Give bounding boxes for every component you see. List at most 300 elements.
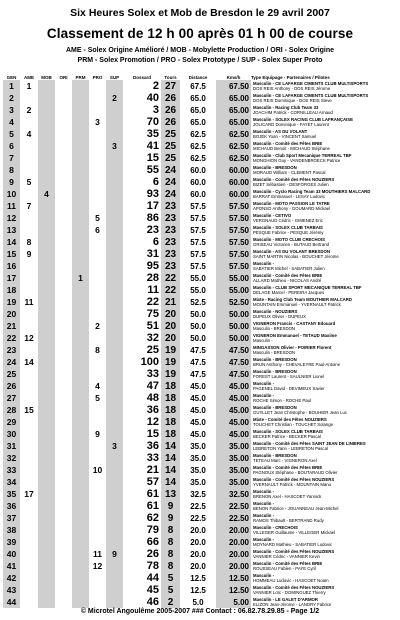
page-subtitle: Classement de 12 h 00 après 01 h 00 de course xyxy=(46,26,354,41)
cell-pro xyxy=(89,584,106,596)
cell-dossard: 48 xyxy=(146,392,159,404)
cell-distance: 35.0 xyxy=(190,465,206,475)
cell-tours: 22 xyxy=(161,272,180,284)
cell-gen: 5 xyxy=(3,128,20,140)
cell-ame xyxy=(20,260,38,272)
cell-ame xyxy=(20,536,38,548)
cell-prm xyxy=(72,380,89,392)
cell-ame: 17 xyxy=(24,489,34,499)
table-row xyxy=(3,356,397,368)
cell-pro: 2 xyxy=(95,321,100,331)
cell-tours: 14 xyxy=(161,464,180,476)
cell-team-pilots xyxy=(251,428,397,440)
cell-kmh: 55.00 xyxy=(216,284,251,296)
cell-pro xyxy=(89,188,106,200)
cell-dossard: 95 xyxy=(146,260,159,272)
cell-ori xyxy=(55,368,72,380)
cell-dossard: 40 xyxy=(146,92,159,104)
team-line: Masculin - xyxy=(253,536,275,542)
cell-ori xyxy=(55,560,72,572)
table-row xyxy=(3,572,397,584)
cell-gen: 42 xyxy=(3,572,20,584)
cell-mob xyxy=(38,512,55,524)
cell-sup xyxy=(106,596,123,608)
cell-mob xyxy=(38,332,55,344)
pilots-line: ELIZON Jean-Jérome - LANDRY Fabrice xyxy=(253,602,332,607)
cell-team-pilots xyxy=(251,272,397,284)
cell-mob xyxy=(38,524,55,536)
cell-sup xyxy=(106,404,123,416)
cell-prm xyxy=(72,80,89,92)
cell-ori xyxy=(55,392,72,404)
cell-mob xyxy=(38,596,55,608)
table-row xyxy=(3,512,397,524)
table-row xyxy=(3,92,397,104)
cell-mob xyxy=(38,200,55,212)
cell-mob xyxy=(38,308,55,320)
cell-team-pilots xyxy=(251,92,397,104)
cell-ame xyxy=(20,548,38,560)
cell-team-pilots xyxy=(251,548,397,560)
cell-team-pilots xyxy=(251,152,397,164)
cell-kmh: 55.00 xyxy=(216,272,251,284)
pilots-line: Masculin - BRESDON xyxy=(253,326,296,331)
cell-prm xyxy=(72,116,89,128)
column-header: MOB xyxy=(41,75,52,80)
cell-tours: 2 xyxy=(161,596,180,608)
cell-team-pilots xyxy=(251,344,397,356)
cell-tours: 23 xyxy=(161,200,180,212)
category-legend-line-1: AME - Solex Origine Amélioré / MOB - Mobylette Production / ORI - Solex Origine xyxy=(65,47,335,54)
cell-ame xyxy=(20,596,38,608)
cell-mob xyxy=(38,104,55,116)
cell-ori xyxy=(55,380,72,392)
cell-ori xyxy=(55,524,72,536)
cell-distance: 20.0 xyxy=(190,549,206,559)
team-line: Masculin - BRESDON xyxy=(253,356,297,362)
cell-dossard: 15 xyxy=(146,152,159,164)
cell-dossard: 75 xyxy=(146,308,159,320)
team-line: Masculin - Comité des Fêtes NOUZIERS xyxy=(253,584,335,590)
cell-prm xyxy=(72,464,89,476)
table-row xyxy=(3,344,397,356)
cell-gen: 6 xyxy=(3,140,20,152)
cell-distance: 50.0 xyxy=(190,321,206,331)
cell-kmh: 35.00 xyxy=(216,464,251,476)
cell-kmh: 65.00 xyxy=(216,104,251,116)
cell-gen: 19 xyxy=(3,296,20,308)
cell-tours: 24 xyxy=(161,164,180,176)
cell-distance: 60.0 xyxy=(190,189,206,199)
pilots-line: BOJEK Yoan - VINCENT Samuel xyxy=(253,134,317,139)
cell-ame xyxy=(20,440,38,452)
pilots-line: MOUNTAIN Emmanuel - YVERNAULT Patrick xyxy=(253,302,341,307)
cell-sup xyxy=(106,572,123,584)
cell-ame: 14 xyxy=(24,357,34,367)
cell-kmh: 62.50 xyxy=(216,140,251,152)
table-row xyxy=(3,560,397,572)
column-header: SUP xyxy=(109,75,120,80)
cell-gen: 15 xyxy=(3,248,20,260)
cell-kmh: 57.50 xyxy=(216,212,251,224)
cell-ori xyxy=(55,428,72,440)
cell-distance: 47.5 xyxy=(190,357,206,367)
cell-tours: 26 xyxy=(161,104,180,116)
cell-kmh: 57.50 xyxy=(216,260,251,272)
pilots-line: ROCHE Simon - ROCHE Paul xyxy=(253,398,312,403)
cell-team-pilots xyxy=(251,572,397,584)
table-row xyxy=(3,308,397,320)
cell-ame xyxy=(20,572,38,584)
cell-distance: 65.0 xyxy=(190,93,206,103)
table-row xyxy=(3,416,397,428)
cell-kmh: 50.00 xyxy=(216,332,251,344)
cell-sup xyxy=(106,392,123,404)
cell-gen: 16 xyxy=(3,260,20,272)
cell-dossard: 26 xyxy=(146,548,159,560)
cell-kmh: 20.00 xyxy=(216,548,251,560)
cell-mob xyxy=(38,80,55,92)
cell-team-pilots xyxy=(251,260,397,272)
table-row xyxy=(3,524,397,536)
column-header: PRO xyxy=(92,75,103,80)
cell-ori xyxy=(55,416,72,428)
cell-distance: 62.5 xyxy=(190,129,206,139)
team-line: Masculin - LE GALET D'ARMOR xyxy=(253,596,318,602)
cell-tours: 14 xyxy=(161,476,180,488)
results-table xyxy=(3,68,397,608)
cell-mob xyxy=(38,584,55,596)
cell-ame xyxy=(20,452,38,464)
cell-sup: 2 xyxy=(106,92,123,104)
cell-mob xyxy=(38,284,55,296)
cell-ori xyxy=(55,512,72,524)
cell-pro xyxy=(89,536,106,548)
cell-team-pilots xyxy=(251,392,397,404)
cell-tours: 23 xyxy=(161,260,180,272)
table-row xyxy=(3,428,397,440)
cell-gen: 9 xyxy=(3,176,20,188)
cell-ori xyxy=(55,452,72,464)
cell-kmh: 57.50 xyxy=(216,236,251,248)
cell-ame xyxy=(20,524,38,536)
cell-dossard: 6 xyxy=(152,176,159,188)
cell-mob xyxy=(38,440,55,452)
cell-mob xyxy=(38,572,55,584)
cell-distance: 62.5 xyxy=(190,141,206,151)
cell-pro xyxy=(89,284,106,296)
cell-ame xyxy=(20,512,38,524)
cell-prm xyxy=(72,572,89,584)
team-line: Masculin - AS DU VOLANT xyxy=(253,128,308,134)
cell-ori xyxy=(55,284,72,296)
cell-pro: 5 xyxy=(95,393,100,403)
cell-ame xyxy=(20,428,38,440)
cell-pro xyxy=(89,236,106,248)
cell-gen: 14 xyxy=(3,236,20,248)
cell-kmh: 50.00 xyxy=(216,308,251,320)
table-row xyxy=(3,368,397,380)
pilots-line: HOMMEAU Ludovic - HASCOET Noam xyxy=(253,578,329,583)
cell-pro xyxy=(89,404,106,416)
cell-ame xyxy=(20,584,38,596)
cell-prm xyxy=(72,200,89,212)
cell-ori xyxy=(55,212,72,224)
cell-distance: 55.0 xyxy=(190,273,206,283)
team-line: Mixte - Racing Club Team MOUTHIER MALCARD xyxy=(253,296,352,302)
cell-team-pilots xyxy=(251,476,397,488)
cell-gen: 33 xyxy=(3,464,20,476)
cell-dossard: 36 xyxy=(146,440,159,452)
cell-prm xyxy=(72,188,89,200)
cell-gen: 26 xyxy=(3,380,20,392)
column-header: AME xyxy=(24,75,34,80)
cell-team-pilots xyxy=(251,320,397,332)
pilots-line: PESQUE Fabrice - PESQUE Jérémy xyxy=(253,230,324,235)
cell-tours: 19 xyxy=(161,356,180,368)
cell-mob xyxy=(38,392,55,404)
cell-team-pilots xyxy=(251,212,397,224)
cell-sup xyxy=(106,116,123,128)
cell-gen: 23 xyxy=(3,344,20,356)
cell-prm xyxy=(72,164,89,176)
cell-pro xyxy=(89,248,106,260)
cell-dossard: 57 xyxy=(146,476,159,488)
cell-pro xyxy=(89,356,106,368)
cell-tours: 25 xyxy=(161,152,180,164)
cell-sup xyxy=(106,308,123,320)
cell-ori xyxy=(55,308,72,320)
cell-distance: 65.0 xyxy=(190,117,206,127)
cell-sup xyxy=(106,272,123,284)
cell-team-pilots xyxy=(251,380,397,392)
cell-sup: 9 xyxy=(106,548,123,560)
cell-tours: 23 xyxy=(161,212,180,224)
pilots-line: MORAUD William - CLEMENT Pascal xyxy=(253,170,326,175)
page-footer: © Microtel Angoulême 2005-2007 ### Contact : 06.82.78.29.85 - Page 1/2 xyxy=(80,608,320,615)
cell-kmh: 60.00 xyxy=(216,188,251,200)
cell-ori xyxy=(55,320,72,332)
cell-pro xyxy=(89,596,106,608)
team-line: Masculin - CE LAFARGE CIMENTS CLUB MULTISPORTS xyxy=(253,92,369,98)
cell-prm xyxy=(72,296,89,308)
cell-team-pilots xyxy=(251,116,397,128)
cell-team-pilots xyxy=(251,584,397,596)
cell-kmh: 22.50 xyxy=(216,512,251,524)
table-row xyxy=(3,248,397,260)
cell-gen: 17 xyxy=(3,272,20,284)
cell-sup xyxy=(106,380,123,392)
table-row xyxy=(3,104,397,116)
cell-dossard: 70 xyxy=(146,116,159,128)
cell-tours: 8 xyxy=(161,548,180,560)
cell-gen: 12 xyxy=(3,212,20,224)
cell-prm xyxy=(72,212,89,224)
cell-dossard: 78 xyxy=(146,560,159,572)
cell-tours: 24 xyxy=(161,176,180,188)
pilots-line: BIZET Sébastien - DESFORGES Julien xyxy=(253,182,329,187)
cell-distance: 57.5 xyxy=(190,201,206,211)
cell-ame xyxy=(20,272,38,284)
cell-kmh: 67.50 xyxy=(216,80,251,92)
cell-pro xyxy=(89,416,106,428)
cell-sup xyxy=(106,560,123,572)
pilots-line: RAMOS Thibault - BERTRAND Rudy xyxy=(253,518,324,523)
cell-sup xyxy=(106,584,123,596)
cell-dossard: 44 xyxy=(146,572,159,584)
cell-prm xyxy=(72,308,89,320)
team-line: Masculin - xyxy=(253,260,275,266)
cell-dossard: 79 xyxy=(146,524,159,536)
cell-ori xyxy=(55,200,72,212)
cell-distance: 20.0 xyxy=(190,561,206,571)
cell-team-pilots xyxy=(251,596,397,608)
cell-pro xyxy=(89,152,106,164)
cell-dossard: 33 xyxy=(146,368,159,380)
pilots-line: GRISEAU Victorien - BUTAUD Bertrand xyxy=(253,242,330,247)
pilots-line: MOYNARD Mathieu - SABATIER Ludovic xyxy=(253,542,333,547)
team-line: MINGASSON Olivier - POIRIER Florent xyxy=(253,344,332,350)
pilots-line: SAINT MARTIN Nicolas - BOUCHET Jérome xyxy=(253,254,339,259)
cell-ori xyxy=(55,356,72,368)
cell-pro: 4 xyxy=(95,381,100,391)
cell-ori xyxy=(55,140,72,152)
cell-ame: 12 xyxy=(24,333,34,343)
cell-sup xyxy=(106,512,123,524)
table-row xyxy=(3,440,397,452)
cell-team-pilots xyxy=(251,356,397,368)
cell-dossard: 3 xyxy=(152,104,159,116)
cell-mob xyxy=(38,404,55,416)
cell-team-pilots xyxy=(251,368,397,380)
cell-mob xyxy=(38,152,55,164)
pilots-line: APONSO Anthony - GOUMARD Mickael xyxy=(253,206,331,211)
cell-sup xyxy=(106,368,123,380)
cell-tours: 20 xyxy=(161,308,180,320)
pilots-line: JOACHIM Patrick - CORNILLEAU Arnaud xyxy=(253,110,333,115)
cell-mob xyxy=(38,92,55,104)
team-line: Masculin - Comité des Fêtes BRIE xyxy=(253,272,323,278)
table-row xyxy=(3,200,397,212)
cell-pro xyxy=(89,476,106,488)
cell-pro xyxy=(89,260,106,272)
cell-prm xyxy=(72,512,89,524)
cell-mob xyxy=(38,380,55,392)
cell-ori xyxy=(55,488,72,500)
cell-tours: 20 xyxy=(161,332,180,344)
cell-gen: 18 xyxy=(3,284,20,296)
cell-ame xyxy=(20,500,38,512)
cell-prm xyxy=(72,524,89,536)
cell-dossard: 36 xyxy=(146,404,159,416)
cell-prm xyxy=(72,404,89,416)
team-line: Masculin - MOTO CLUB CRECHOIS xyxy=(253,236,326,242)
cell-team-pilots xyxy=(251,464,397,476)
pilots-line: GUYLLET Jean Christophe - BOUHIER Jean Luc xyxy=(253,410,348,415)
table-row xyxy=(3,392,397,404)
cell-tours: 20 xyxy=(161,320,180,332)
cell-ori xyxy=(55,464,72,476)
cell-ame: 4 xyxy=(26,129,32,139)
cell-ame: 7 xyxy=(26,201,32,211)
cell-ame: 11 xyxy=(24,297,34,307)
pilots-line: PAGENEL David - DEVIMEUX Xavier xyxy=(253,386,325,391)
cell-prm xyxy=(72,92,89,104)
cell-ori xyxy=(55,152,72,164)
cell-dossard: 31 xyxy=(146,248,159,260)
cell-distance: 50.0 xyxy=(190,333,206,343)
pilots-line: FOREST Laurent - SAULNIER Lionel xyxy=(253,374,325,379)
cell-kmh: 57.50 xyxy=(216,224,251,236)
table-row xyxy=(3,476,397,488)
cell-ame xyxy=(20,392,38,404)
cell-gen: 44 xyxy=(3,596,20,608)
cell-prm xyxy=(72,440,89,452)
cell-ame xyxy=(20,320,38,332)
cell-pro xyxy=(89,512,106,524)
table-row xyxy=(3,236,397,248)
cell-kmh: 45.00 xyxy=(216,392,251,404)
column-header: Type Equipage - Partenaires / Pilotes xyxy=(251,75,330,80)
cell-dossard: 61 xyxy=(146,488,159,500)
cell-kmh: 62.50 xyxy=(216,152,251,164)
cell-mob xyxy=(38,452,55,464)
table-row xyxy=(3,500,397,512)
cell-tours: 19 xyxy=(161,344,180,356)
cell-pro xyxy=(89,176,106,188)
cell-sup xyxy=(106,212,123,224)
cell-dossard: 86 xyxy=(146,212,159,224)
cell-kmh: 45.00 xyxy=(216,380,251,392)
pilots-line: DOS REIS Anthony - DOS REIS Jérome xyxy=(253,86,331,91)
table-header-row xyxy=(3,68,397,80)
cell-dossard: 41 xyxy=(146,140,159,152)
cell-ori xyxy=(55,92,72,104)
cell-pro xyxy=(89,80,106,92)
team-line: Masculin - Comité des Fêtes BRIE xyxy=(253,560,323,566)
cell-ame: 2 xyxy=(26,105,32,115)
cell-mob xyxy=(38,488,55,500)
cell-gen: 37 xyxy=(3,512,20,524)
column-header: Dossard xyxy=(132,75,151,80)
pilots-line: TOUCHET Christian - TOUCHET Solange xyxy=(253,422,334,427)
cell-team-pilots xyxy=(251,488,397,500)
cell-ame xyxy=(20,308,38,320)
cell-dossard: 23 xyxy=(146,224,159,236)
cell-ori xyxy=(55,80,72,92)
cell-dossard: 47 xyxy=(146,380,159,392)
cell-tours: 22 xyxy=(161,284,180,296)
team-line: Masculin - Club Sport Mecanique TERREAL TBF xyxy=(253,152,352,158)
cell-gen: 40 xyxy=(3,548,20,560)
cell-pro xyxy=(89,272,106,284)
table-row xyxy=(3,596,397,608)
cell-distance: 22.5 xyxy=(190,501,206,511)
cell-distance: 32.5 xyxy=(190,489,206,499)
cell-prm xyxy=(72,320,89,332)
cell-mob xyxy=(38,224,55,236)
cell-ame xyxy=(20,92,38,104)
cell-team-pilots xyxy=(251,500,397,512)
team-line: Masculin - Racing Club Team 33 xyxy=(253,104,319,110)
cell-gen: 4 xyxy=(3,116,20,128)
cell-sup xyxy=(106,536,123,548)
cell-mob xyxy=(38,428,55,440)
cell-mob xyxy=(38,344,55,356)
cell-ori xyxy=(55,572,72,584)
table-row xyxy=(3,296,397,308)
cell-ame xyxy=(20,476,38,488)
